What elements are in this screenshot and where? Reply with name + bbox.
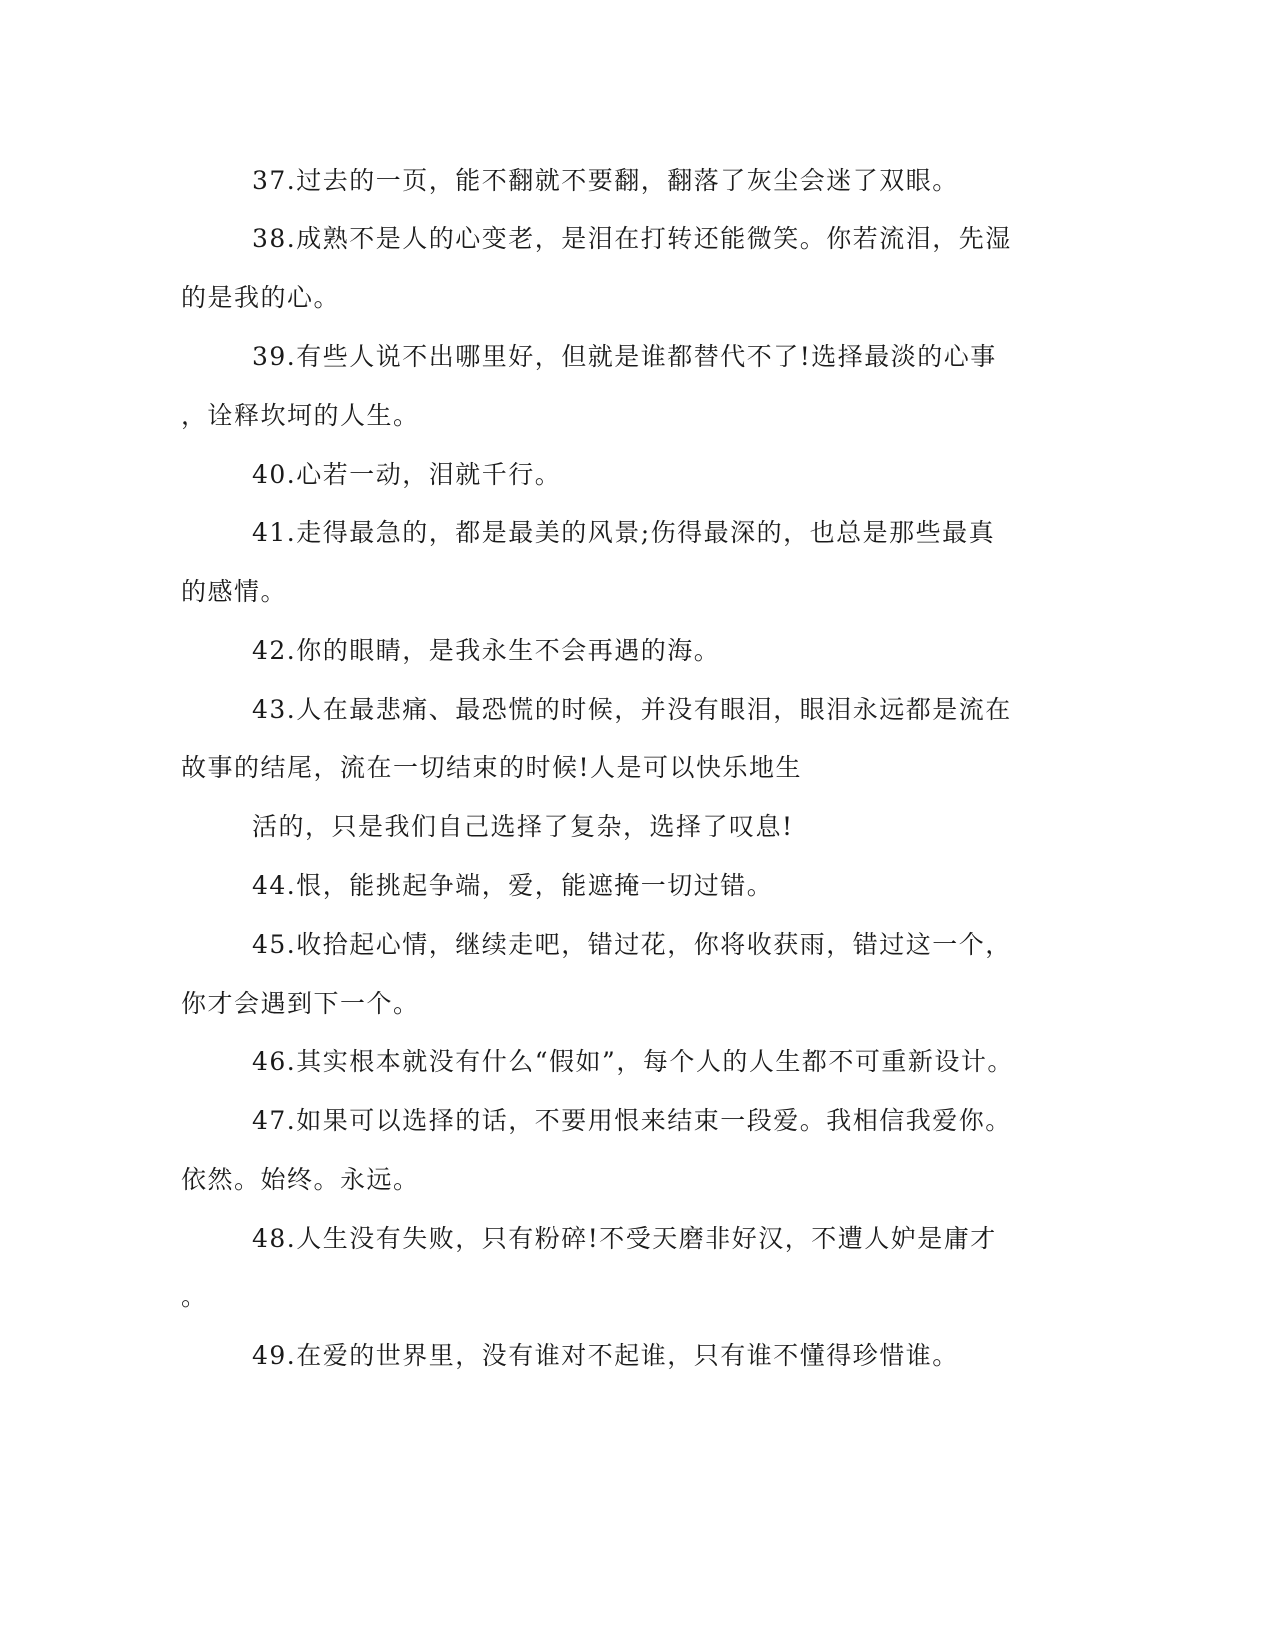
line-39-cont: ，诠释坎坷的人生。 <box>181 401 420 430</box>
line-39: 39.有些人说不出哪里好，但就是谁都替代不了!选择最淡的心事 <box>252 342 997 371</box>
line-40: 40.心若一动，泪就千行。 <box>252 460 562 489</box>
line-46: 46.其实根本就没有什么“假如”，每个人的人生都不可重新设计。 <box>252 1047 1014 1076</box>
line-44: 44.恨，能挑起争端，爱，能遮掩一切过错。 <box>252 871 774 900</box>
line-47-cont: 依然。始终。永远。 <box>181 1165 420 1194</box>
line-49: 49.在爱的世界里，没有谁对不起谁，只有谁不懂得珍惜谁。 <box>252 1341 959 1370</box>
line-38-cont: 的是我的心。 <box>181 283 341 312</box>
line-45: 45.收拾起心情，继续走吧，错过花，你将收获雨，错过这一个， <box>252 930 1012 959</box>
line-45-cont: 你才会遇到下一个。 <box>181 989 420 1018</box>
line-48: 48.人生没有失败，只有粉碎!不受天磨非好汉，不遭人妒是庸才 <box>252 1224 997 1253</box>
line-43-cont: 故事的结尾，流在一切结束的时候!人是可以快乐地生 <box>181 753 803 782</box>
line-43-cont-2: 活的，只是我们自己选择了复杂，选择了叹息! <box>252 812 794 841</box>
line-42: 42.你的眼睛，是我永生不会再遇的海。 <box>252 636 721 665</box>
line-48-cont: 。 <box>181 1282 208 1311</box>
line-41: 41.走得最急的，都是最美的风景;伤得最深的，也总是那些最真 <box>252 518 996 547</box>
line-43: 43.人在最悲痛、最恐慌的时候，并没有眼泪，眼泪永远都是流在 <box>252 695 1012 724</box>
line-38: 38.成熟不是人的心变老，是泪在打转还能微笑。你若流泪，先湿 <box>252 224 1012 253</box>
line-37: 37.过去的一页，能不翻就不要翻，翻落了灰尘会迷了双眼。 <box>252 166 959 195</box>
line-47: 47.如果可以选择的话，不要用恨来结束一段爱。我相信我爱你。 <box>252 1106 1012 1135</box>
line-41-cont: 的感情。 <box>181 577 288 606</box>
